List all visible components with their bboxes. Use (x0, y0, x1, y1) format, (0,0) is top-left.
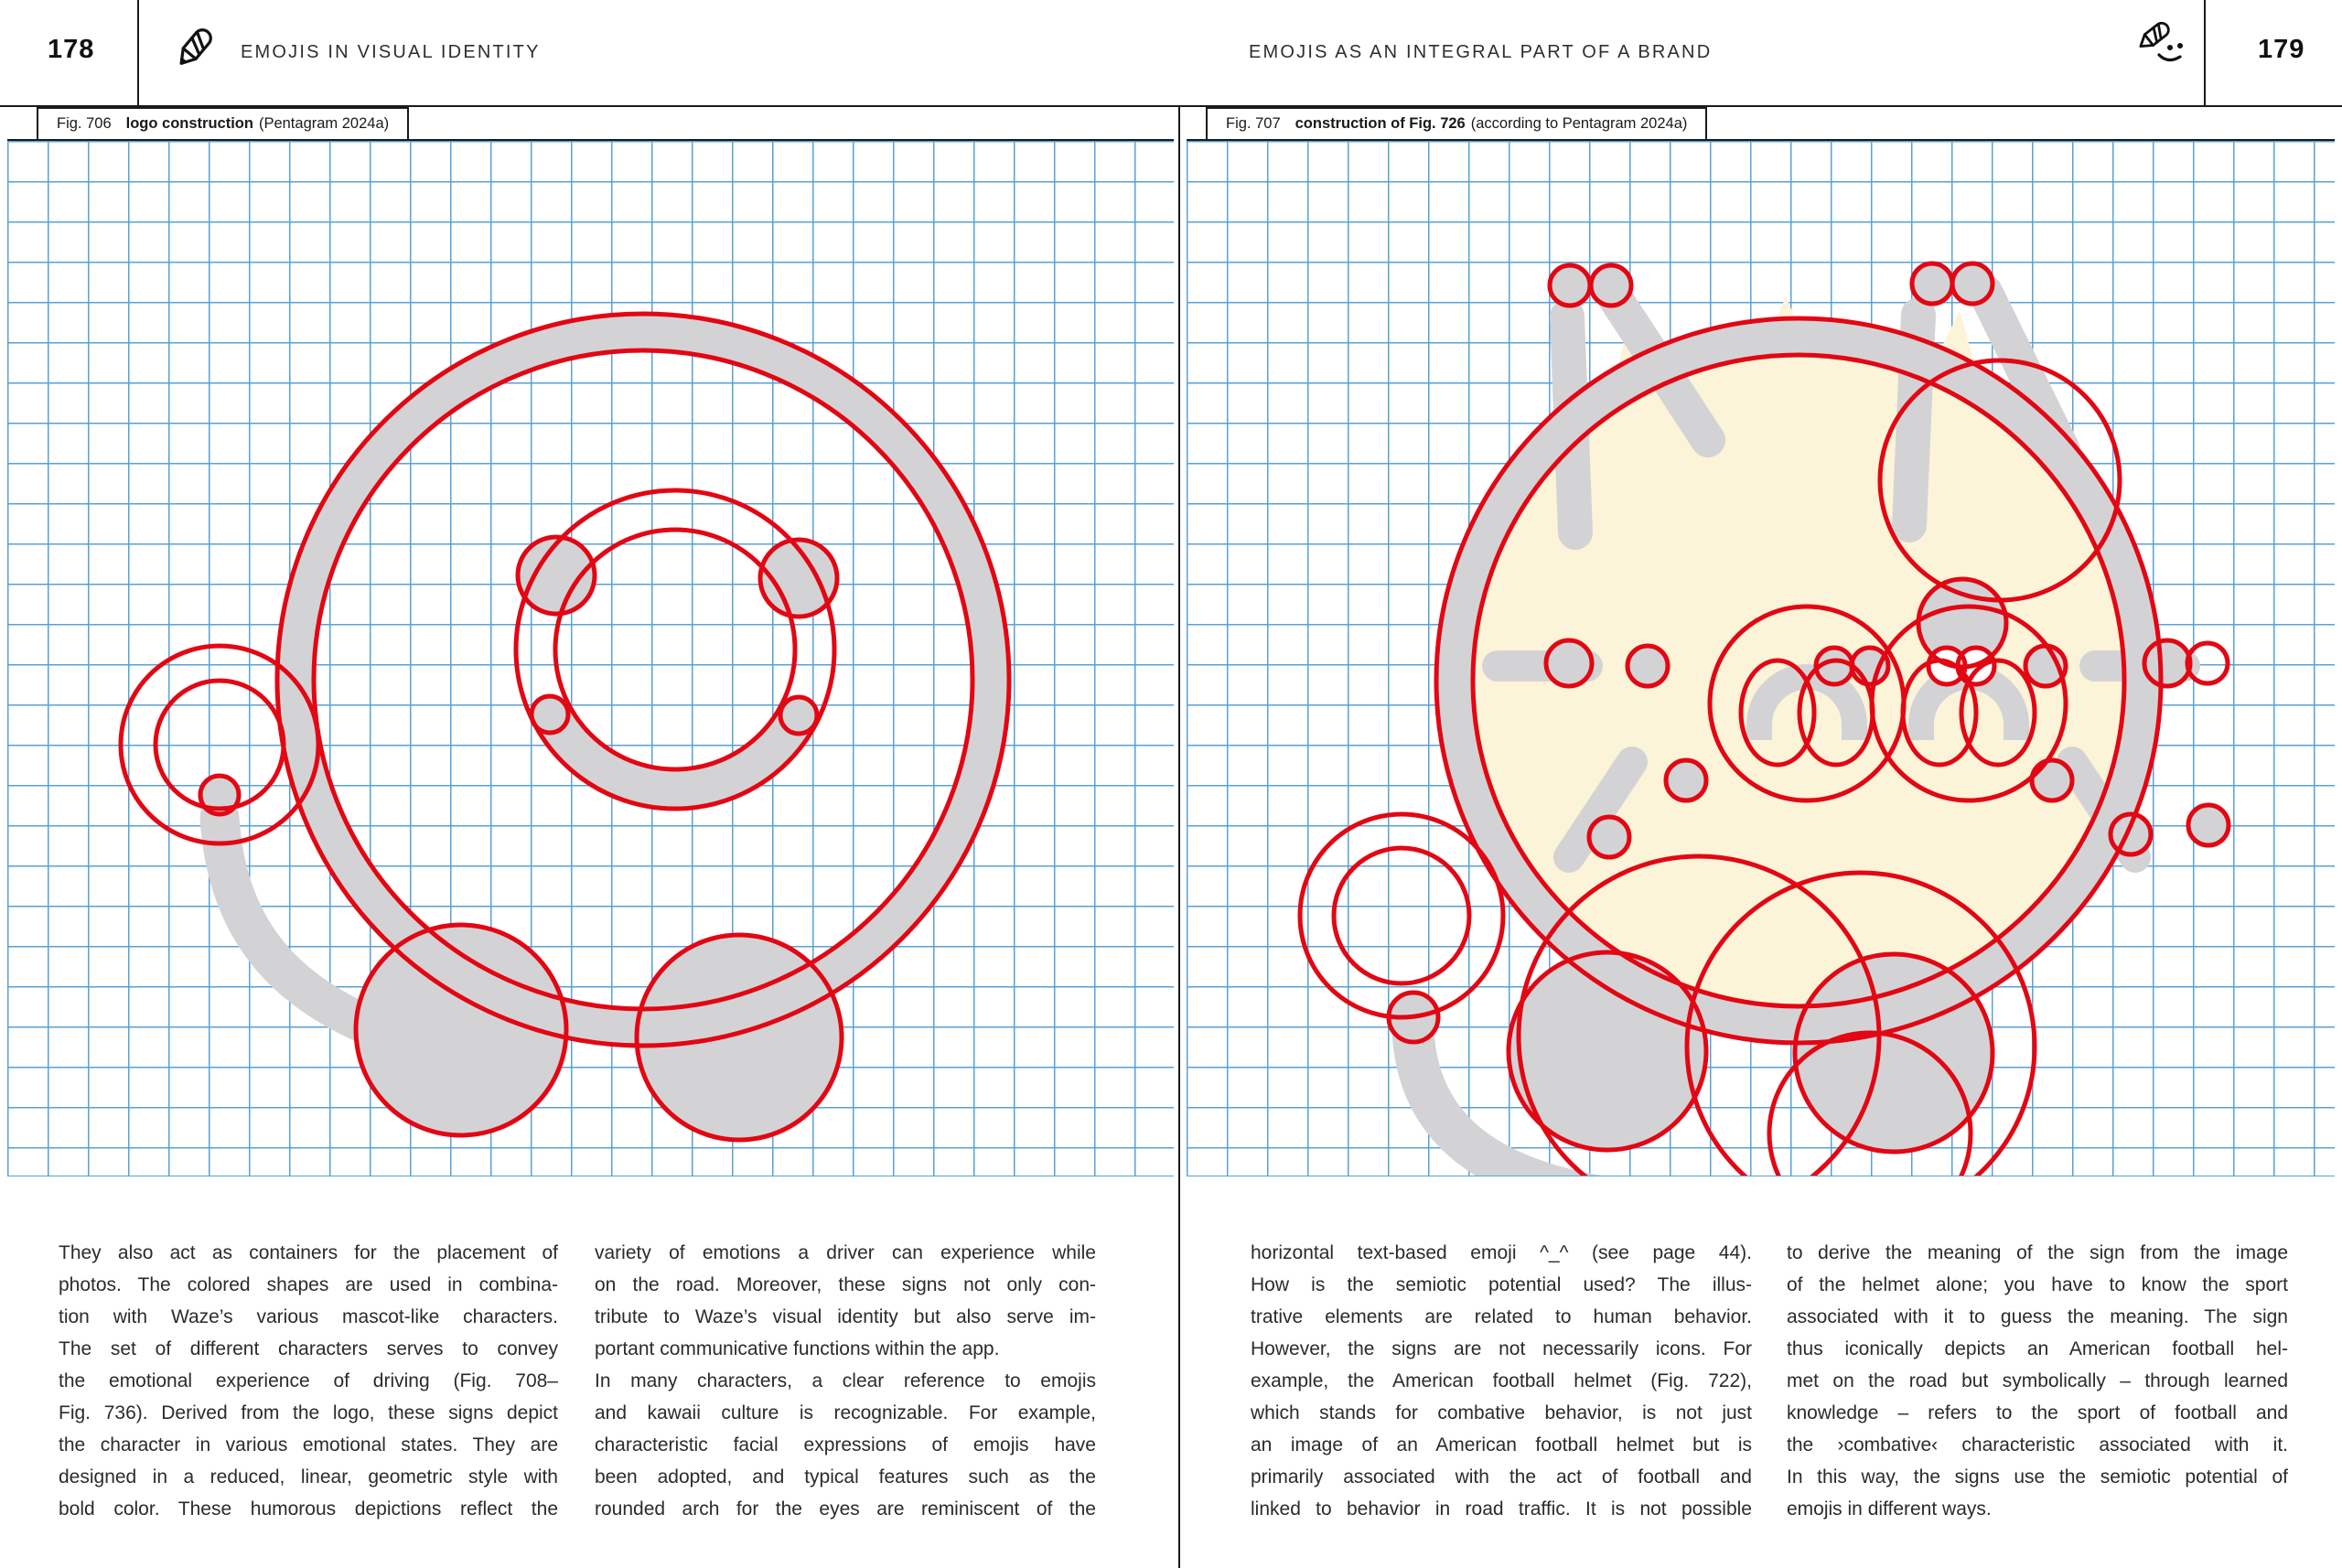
body-column-4: to derive the meaning of the sign from the image of the helmet alone; you have to know the sport associated with it to guess the meaning. The sign thus iconically depicts an American football hel- met on the road but symbolically – through learned knowledge – refers to the sport of football and the ›combative‹ characteristic associated with it. In this way, the signs use the semiotic potential of emojis in different ways. (1787, 1242, 2288, 1520)
pencil-smiley-icon (2132, 16, 2197, 81)
body-column-3: horizontal text-based emoji ^_^ (see page 44). How is the semiotic potential used? The illus- trative elements are related to human behavior. However, the signs are not necessarily icons. For example, the American football helmet (Fig. 722), which stands for combative behavior, is not just an image of an American football helmet but is primarily associated with the act of football and linked to behavior in road traffic. It is not possible (1251, 1242, 1752, 1520)
figure-706-caption (37, 107, 409, 141)
right-running-title: EMOJIS AS AN INTEGRAL PART OF A BRAND (1249, 42, 1713, 62)
speech-bubble-ring (295, 332, 991, 1027)
left-section-title: EMOJIS IN VISUAL IDENTITY (241, 42, 541, 62)
header-divider-right (2204, 0, 2206, 105)
figure-source: (according to Pentagram 2024a) (1470, 115, 1688, 132)
figure-707-panel (1187, 139, 2335, 1176)
pencil-icon (167, 22, 220, 83)
figure-title: construction of Fig. 726 (1295, 115, 1466, 132)
page-header (0, 0, 2342, 107)
figure-title: logo construction (125, 115, 253, 132)
right-horn-bar1 (1909, 315, 1918, 525)
figure-707-caption (1206, 107, 1707, 141)
figure-label: Fig. 707 (1226, 115, 1281, 132)
smile-mouth (550, 714, 799, 790)
left-page-number: 178 (48, 35, 95, 64)
figure-source: (Pentagram 2024a) (258, 115, 390, 132)
figure-label: Fig. 706 (57, 115, 112, 132)
right-page-number: 179 (2258, 35, 2305, 64)
waze-logo-construction-drawing (7, 141, 1174, 1176)
page-spine-divider (1178, 107, 1180, 1568)
body-column-1: They also act as containers for the placement of photos. The colored shapes are used in combina- tion with Waze’s various mascot-like characters. The set of different characters serves to convey the emotional experience of driving (Fig. 708– Fig. 736). Derived from the logo, these signs depict the character in various emotional states. They are designed in a reduced, linear, geometric style with bold color. These humorous depictions reflect the (59, 1242, 558, 1520)
body-column-2: variety of emotions a driver can experience while on the road. Moreover, these signs not only con- tribute to Waze’s visual identity but also serve im- portant communicative functions within the app. In many characters, a clear reference to emojis and kawaii culture is recognizable. For example, characteristic facial expressions of emojis have been adopted, and typical features such as the rounded arch for the eyes are reminiscent of the (595, 1242, 1096, 1520)
waze-character-construction-drawing (1187, 141, 2335, 1176)
left-horn-bar1 (1567, 317, 1575, 532)
header-divider-left (137, 0, 139, 105)
figure-706-panel (7, 139, 1174, 1176)
